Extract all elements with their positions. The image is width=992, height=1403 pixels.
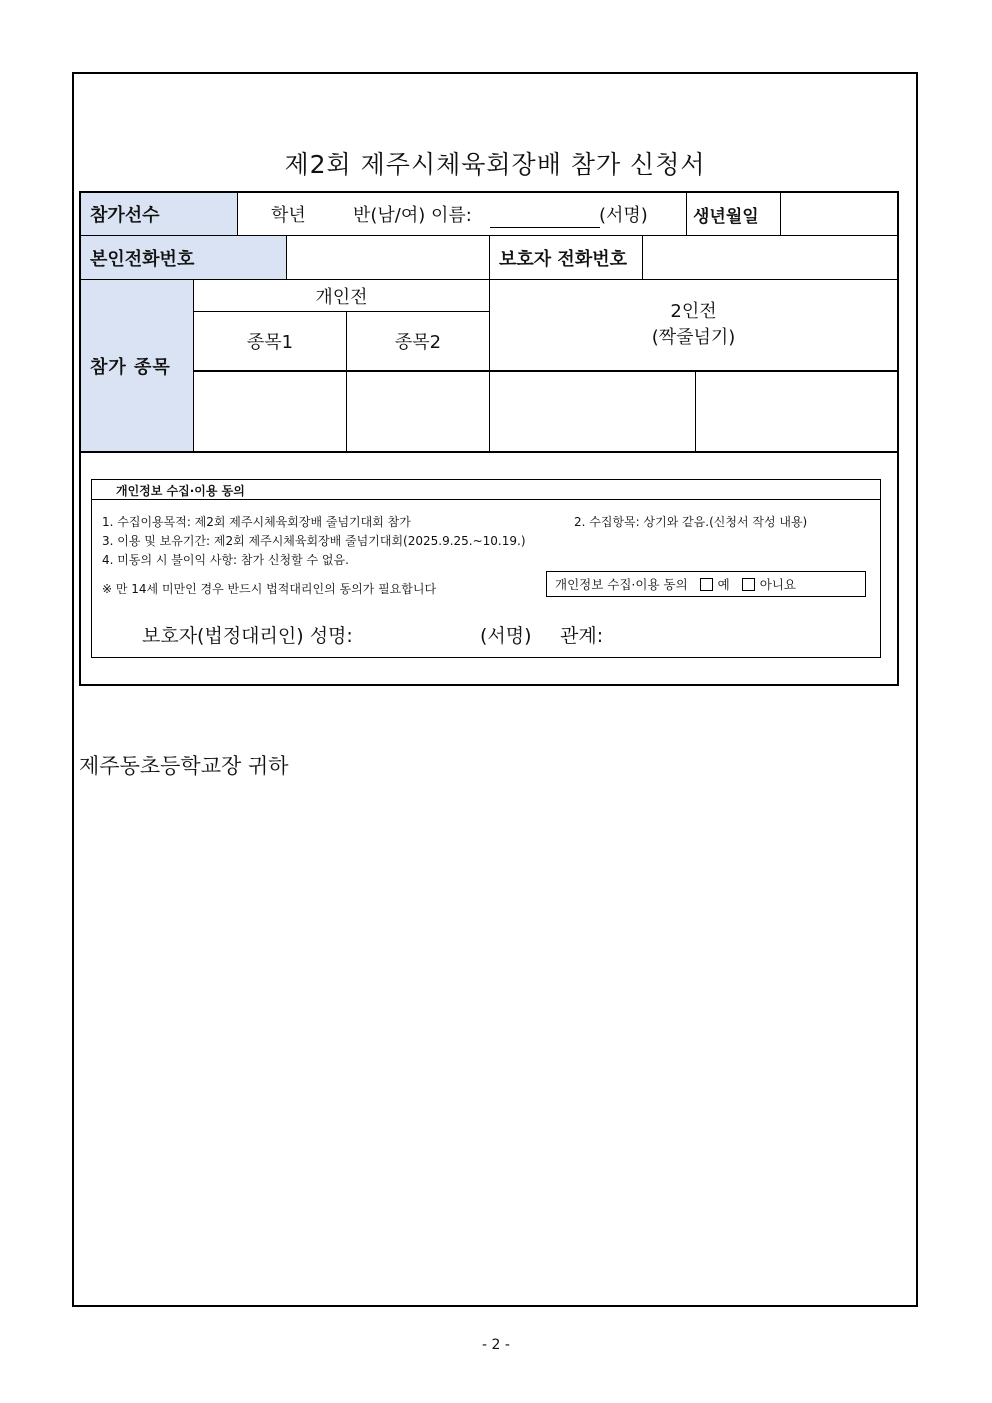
col-divider (237, 193, 238, 235)
relation-label: 관계: (560, 625, 604, 647)
application-form (79, 191, 899, 686)
event1-entry[interactable] (194, 372, 346, 451)
page-number: - 2 - (482, 1337, 510, 1353)
birth-date-input[interactable] (781, 193, 897, 235)
agree-yes-checkbox[interactable] (700, 578, 713, 591)
form-title: 제2회 제주시체육회장배 참가 신청서 (284, 150, 706, 179)
agree-yes-label: 예 (717, 577, 730, 592)
individual-event-header: 개인전 (315, 286, 368, 308)
birth-date-label: 생년월일 (693, 206, 759, 227)
agree-label: 개인정보 수집·이용 동의 (555, 577, 688, 592)
pair-entry-2[interactable] (696, 372, 897, 451)
class-gender-name-text: 반(남/여) 이름: (353, 205, 472, 226)
consent-notice: ※ 만 14세 미만인 경우 반드시 법적대리인의 동의가 필요합니다 (102, 582, 437, 596)
row-divider (81, 451, 897, 453)
guardian-phone-label: 보호자 전화번호 (499, 248, 627, 270)
consent-item-4: 4. 미동의 시 불이익 사항: 참가 신청할 수 없음. (102, 553, 349, 567)
col-divider (489, 236, 490, 279)
consent-item-2: 2. 수집항목: 상기와 같음.(신청서 작성 내용) (574, 515, 808, 529)
event2-entry[interactable] (347, 372, 489, 451)
pair-event-subtitle: (짝줄넘기) (651, 327, 736, 348)
guardian-phone-input[interactable] (643, 236, 897, 279)
name-input[interactable] (490, 201, 600, 228)
consent-agree-box (546, 571, 866, 597)
consent-item-3: 3. 이용 및 보유기간: 제2회 제주시체육회장배 줄넘기대회(2025.9.25.~10.19.) (102, 534, 526, 548)
phone-input[interactable] (287, 236, 489, 279)
agree-no-label: 아니요 (759, 577, 796, 592)
addressee: 제주동초등학교장 귀하 (79, 754, 289, 778)
events-label: 참가 종목 (90, 356, 171, 378)
event2-header: 종목2 (394, 332, 442, 353)
consent-title-divider (92, 499, 880, 500)
guardian-label: 보호자(법정대리인) 성명: (142, 625, 353, 647)
privacy-consent-box (91, 479, 881, 658)
col-divider (686, 193, 687, 235)
pair-entry-1[interactable] (490, 372, 695, 451)
event1-header: 종목1 (246, 332, 294, 353)
pair-event-header (490, 280, 897, 370)
agree-no-checkbox[interactable] (742, 578, 755, 591)
signature-text: (서명) (599, 205, 648, 226)
phone-label: 본인전화번호 (90, 248, 195, 270)
consent-item-1: 1. 수집이용목적: 제2회 제주시체육회장배 줄넘기대회 참가 (102, 515, 411, 529)
consent-title: 개인정보 수집·이용 동의 (116, 484, 245, 498)
grade-text: 학년 (271, 205, 306, 226)
pair-event-title: 2인전 (670, 301, 717, 322)
guardian-signature: (서명) (480, 625, 532, 647)
player-label: 참가선수 (90, 205, 160, 226)
